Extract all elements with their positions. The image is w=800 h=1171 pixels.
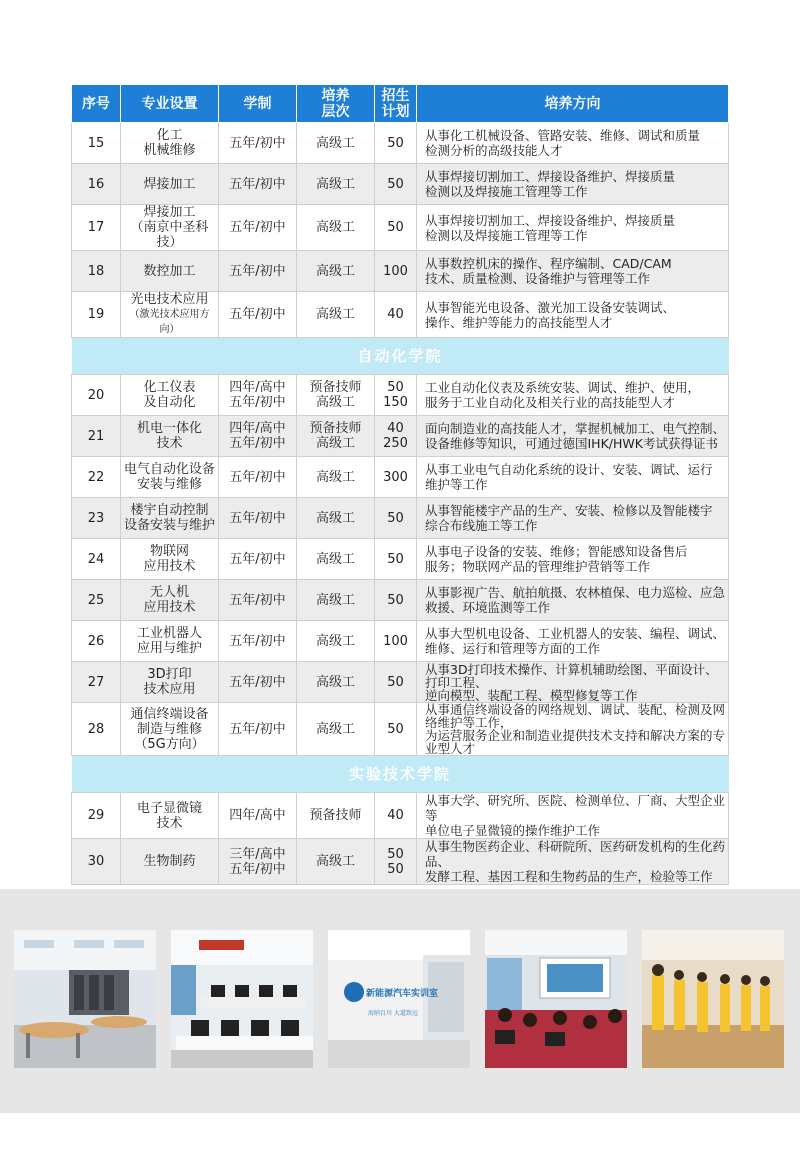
row-level: 预备技师 [297, 793, 375, 839]
row-direction: 面向制造业的高技能人才，掌握机械加工、电气控制、 设备维修等知识，可通过德国IHK/HWK考试获得证书 [417, 416, 729, 457]
row-major: 化工仪表 及自动化 [121, 375, 219, 416]
row-direction: 从事3D打印技术操作、计算机辅助绘图、平面设计、打印工程、 逆向模型、装配工程、模型修复等工作 [417, 662, 729, 703]
row-plan: 50 [375, 498, 417, 539]
row-level: 高级工 [297, 457, 375, 498]
header-direction: 培养方向 [417, 85, 729, 123]
table-header-row [72, 85, 729, 123]
table-row [72, 292, 729, 338]
table-row [72, 164, 729, 205]
row-plan: 50 [375, 123, 417, 164]
row-level: 高级工 [297, 251, 375, 292]
table-row [72, 662, 729, 703]
row-level: 预备技师 高级工 [297, 416, 375, 457]
row-direction: 从事工业电气自动化系统的设计、安装、调试、运行 维护等工作 [417, 457, 729, 498]
table-row [72, 539, 729, 580]
row-number: 24 [72, 539, 121, 580]
row-system: 五年/初中 [219, 539, 297, 580]
header-major: 专业设置 [121, 85, 219, 123]
photo-lab-room [14, 930, 156, 1068]
row-plan: 50 150 [375, 375, 417, 416]
table-row [72, 580, 729, 621]
row-number: 16 [72, 164, 121, 205]
table-row [72, 621, 729, 662]
row-direction: 从事焊接切割加工、焊接设备维护、焊接质量 检测以及焊接施工管理等工作 [417, 205, 729, 251]
row-major: 楼宇自动控制 设备安装与维护 [121, 498, 219, 539]
row-major: 电气自动化设备 安装与维修 [121, 457, 219, 498]
row-direction: 从事大型机电设备、工业机器人的安装、编程、调试、 维修、运行和管理等方面的工作 [417, 621, 729, 662]
row-level: 高级工 [297, 164, 375, 205]
row-plan: 50 [375, 662, 417, 703]
row-level: 高级工 [297, 292, 375, 338]
row-number: 30 [72, 839, 121, 885]
row-major: 化工 机械维修 [121, 123, 219, 164]
row-major: 机电一体化 技术 [121, 416, 219, 457]
row-system: 五年/初中 [219, 292, 297, 338]
table-row [72, 457, 729, 498]
row-plan: 50 [375, 205, 417, 251]
row-major: 通信终端设备 制造与维修 （5G方向） [121, 703, 219, 756]
table-row [72, 703, 729, 756]
row-system: 四年/高中 五年/初中 [219, 375, 297, 416]
row-number: 17 [72, 205, 121, 251]
row-major [121, 292, 219, 338]
row-level: 高级工 [297, 205, 375, 251]
table-row [72, 498, 729, 539]
row-level: 高级工 [297, 539, 375, 580]
row-direction: 从事数控机床的操作、程序编制、CAD/CAM 技术、质量检测、设备维护与管理等工作 [417, 251, 729, 292]
row-number: 19 [72, 292, 121, 338]
row-number: 18 [72, 251, 121, 292]
row-number: 26 [72, 621, 121, 662]
row-level: 高级工 [297, 703, 375, 756]
photo-classroom [485, 930, 627, 1068]
row-number: 27 [72, 662, 121, 703]
row-direction: 从事焊接切割加工、焊接设备维护、焊接质量 检测以及焊接施工管理等工作 [417, 164, 729, 205]
row-direction: 从事智能光电设备、激光加工设备安装调试、 操作、维护等能力的高技能型人才 [417, 292, 729, 338]
row-system: 三年/高中 五年/初中 [219, 839, 297, 885]
row-direction: 从事智能楼宇产品的生产、安装、检修以及智能楼宇 综合布线施工等工作 [417, 498, 729, 539]
header-system: 学制 [219, 85, 297, 123]
row-system: 五年/初中 [219, 580, 297, 621]
row-number: 28 [72, 703, 121, 756]
row-number: 25 [72, 580, 121, 621]
row-major: 无人机 应用技术 [121, 580, 219, 621]
row-system: 五年/初中 [219, 703, 297, 756]
row-level: 预备技师 高级工 [297, 375, 375, 416]
section-automation-title: 自动化学院 [72, 338, 729, 375]
row-plan: 50 [375, 539, 417, 580]
table-row [72, 375, 729, 416]
photo-new-energy-lab [328, 930, 470, 1068]
row-major: 数控加工 [121, 251, 219, 292]
row-system: 五年/初中 [219, 164, 297, 205]
table-row [72, 123, 729, 164]
row-level: 高级工 [297, 621, 375, 662]
row-plan: 40 [375, 793, 417, 839]
row-number: 15 [72, 123, 121, 164]
row-major: 电子显微镜 技术 [121, 793, 219, 839]
row-plan: 50 [375, 703, 417, 756]
row-number: 21 [72, 416, 121, 457]
row-plan: 40 [375, 292, 417, 338]
row-direction: 工业自动化仪表及系统安装、调试、维护、使用， 服务于工业自动化及相关行业的高技能型人才 [417, 375, 729, 416]
row-level: 高级工 [297, 662, 375, 703]
row-system: 五年/初中 [219, 457, 297, 498]
row-major: 3D打印 技术应用 [121, 662, 219, 703]
row-plan: 300 [375, 457, 417, 498]
row-direction: 从事化工机械设备、管路安装、维修、调试和质量 检测分析的高级技能人才 [417, 123, 729, 164]
table-row [72, 793, 729, 839]
row-system: 五年/初中 [219, 205, 297, 251]
row-system: 五年/初中 [219, 498, 297, 539]
row-direction: 从事大学、研究所、医院、检测单位、厂商、大型企业等 单位电子显微镜的操作维护工作 [417, 793, 729, 839]
row-major: 焊接加工 （南京中圣科技） [121, 205, 219, 251]
row-direction: 从事通信终端设备的网络规划、调试、装配、检测及网络维护等工作， 为运营服务企业和制造业提供技术支持和解决方案的专业型人才 [417, 703, 729, 756]
row-major-sub: （激光技术应用方向） [129, 309, 210, 335]
photo-dance-class [642, 930, 784, 1068]
section-automation [72, 338, 729, 375]
row-direction: 从事生物医药企业、科研院所、医药研发机构的生化药品、 发酵工程、基因工程和生物药品的生产，检验等工作 [417, 839, 729, 885]
table-row [72, 839, 729, 885]
program-table [71, 84, 729, 885]
row-major-main: 光电技术应用 [130, 292, 209, 307]
row-system: 五年/初中 [219, 662, 297, 703]
row-number: 22 [72, 457, 121, 498]
row-number: 20 [72, 375, 121, 416]
row-system: 五年/初中 [219, 251, 297, 292]
row-level: 高级工 [297, 123, 375, 164]
row-number: 23 [72, 498, 121, 539]
table-row [72, 251, 729, 292]
photo-computer-lab [171, 930, 313, 1068]
section-lab-tech-title: 实验技术学院 [72, 756, 729, 793]
row-level: 高级工 [297, 498, 375, 539]
row-plan: 50 [375, 580, 417, 621]
row-plan: 50 [375, 164, 417, 205]
row-direction: 从事电子设备的安装、维修；智能感知设备售后 服务；物联网产品的管理维护营销等工作 [417, 539, 729, 580]
header-plan: 招生 计划 [375, 85, 417, 123]
new-energy-slogan: 海纳百川 大道致远 [368, 1010, 418, 1017]
row-major: 工业机器人 应用与维护 [121, 621, 219, 662]
table-row [72, 416, 729, 457]
row-system: 四年/高中 五年/初中 [219, 416, 297, 457]
row-level: 高级工 [297, 839, 375, 885]
row-major: 焊接加工 [121, 164, 219, 205]
table-row [72, 205, 729, 251]
header-no: 序号 [72, 85, 121, 123]
row-plan: 50 50 [375, 839, 417, 885]
row-major: 物联网 应用技术 [121, 539, 219, 580]
row-number: 29 [72, 793, 121, 839]
row-plan: 100 [375, 251, 417, 292]
row-plan: 40 250 [375, 416, 417, 457]
row-major: 生物制药 [121, 839, 219, 885]
program-table-container [71, 84, 728, 885]
row-system: 五年/初中 [219, 123, 297, 164]
row-level: 高级工 [297, 580, 375, 621]
section-lab-tech [72, 756, 729, 793]
row-plan: 100 [375, 621, 417, 662]
row-direction: 从事影视广告、航拍航摄、农林植保、电力巡检、应急 救援、环境监测等工作 [417, 580, 729, 621]
header-level: 培养 层次 [297, 85, 375, 123]
new-energy-sign: 新能源汽车实训室 [366, 989, 439, 999]
row-system: 五年/初中 [219, 621, 297, 662]
row-system: 四年/高中 [219, 793, 297, 839]
